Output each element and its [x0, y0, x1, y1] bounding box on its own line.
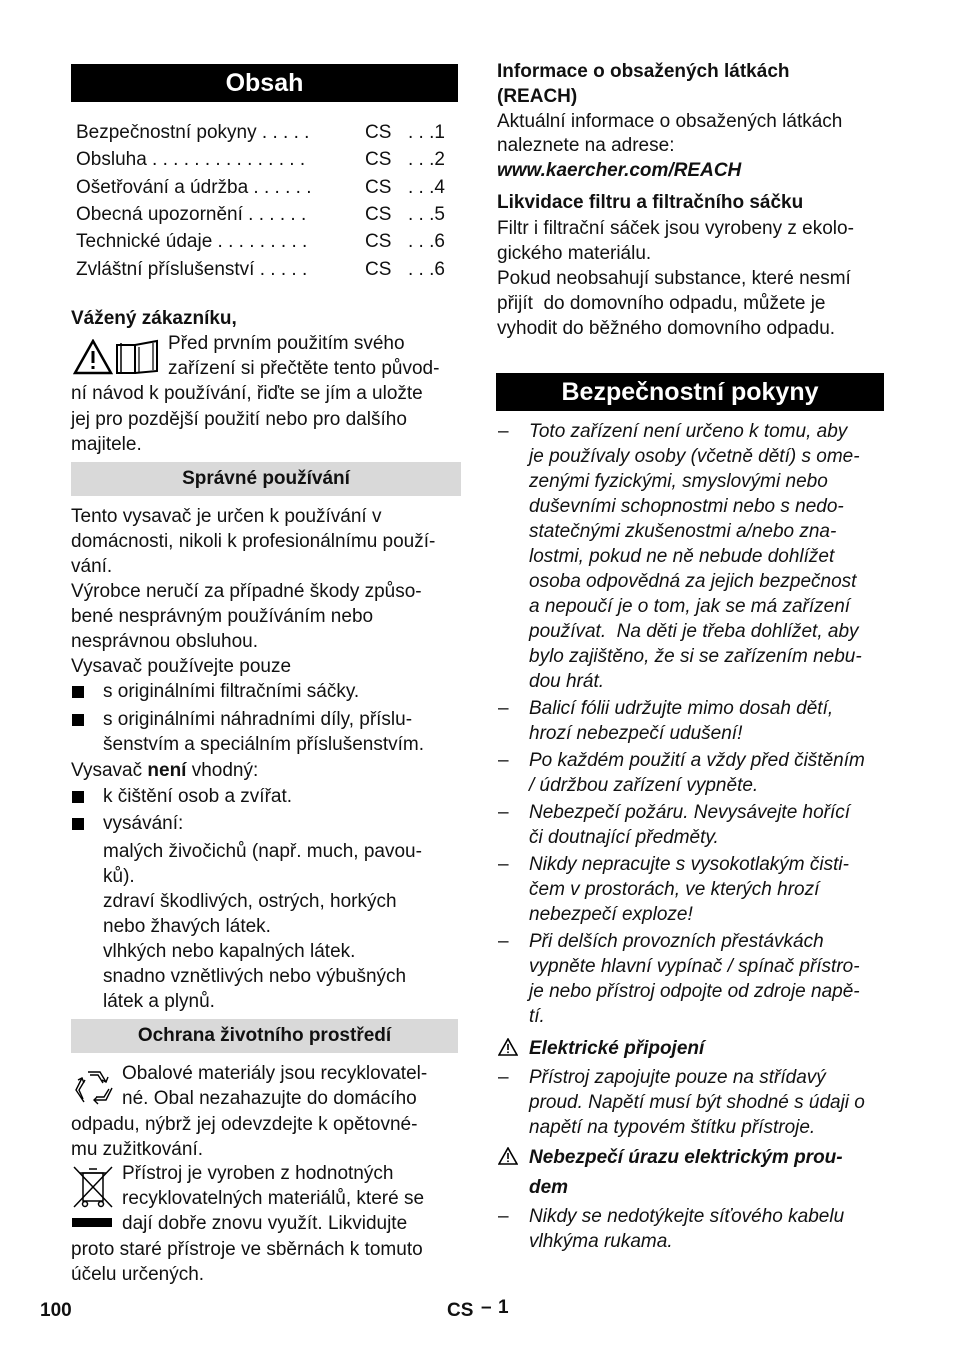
- toc-entry-lang: CS: [365, 122, 392, 143]
- intro-line: Před prvním použitím svého: [168, 333, 405, 354]
- disposal-line: účelu určených.: [71, 1263, 205, 1285]
- bullet-icon: [72, 818, 84, 830]
- reach-text-line: naleznete na adrese:: [497, 135, 675, 156]
- toc-entry-lang: CS: [365, 176, 392, 198]
- toc-entry-lang: CS: [365, 149, 392, 171]
- text-line: bené nesprávným používáním nebo: [71, 606, 374, 627]
- safety-text: bylo zajištěno, že si se zařízením nebu-: [529, 646, 862, 667]
- safety-text: lostmi, pokud ne ně nebude dohlížet: [529, 546, 835, 567]
- footer-separator: –: [481, 1297, 492, 1318]
- safety-text: či doutnající předměty.: [529, 827, 719, 848]
- toc-heading: Obsah: [71, 64, 458, 102]
- filter-line: Filtr i filtrační sáček jsou vyrobeny z ekolo-: [497, 218, 854, 239]
- greeting: Vážený zákazníku,: [71, 308, 237, 329]
- toc-entry[interactable]: [76, 257, 456, 284]
- intro-line: zařízení si přečtěte tento původ-: [168, 358, 440, 380]
- safety-text: vlhkýma rukama.: [529, 1231, 673, 1252]
- toc-entry-page: . . .5: [408, 203, 445, 225]
- sub-line: zdraví škodlivých, ostrých, horkých: [103, 891, 397, 912]
- safety-text: je používaly osoby (včetně dětí) s ome-: [529, 446, 860, 467]
- text-line: Výrobce neručí za případné škody způso-: [71, 581, 422, 602]
- safety-text: Nebezpečí požáru. Nevysávejte hořící: [529, 802, 851, 823]
- safety-text: používat. Na děti je třeba dohlížet, aby: [529, 621, 859, 642]
- safety-text: Toto zařízení není určeno k tomu, aby: [529, 421, 848, 442]
- read-manual-icons: [73, 339, 161, 375]
- environment-heading: Ochrana životního prostředí: [71, 1019, 458, 1053]
- safety-text: hrozí nebezpečí udušení!: [529, 723, 743, 744]
- reach-title-line: Informace o obsažených látkách: [497, 61, 790, 82]
- safety-text: / údržbou zařízení vypněte.: [529, 775, 759, 796]
- safety-text: nebezpečí exploze!: [529, 904, 693, 925]
- shock-title-line: dem: [529, 1177, 569, 1198]
- reach-text-line: Aktuální informace o obsažených látkách: [497, 111, 843, 132]
- recycle-line: mu zužitkování.: [71, 1138, 203, 1160]
- filter-disposal-title: Likvidace filtru a filtračního sáčku: [497, 192, 804, 213]
- safety-text: zenými fyzickými, smyslovými nebo: [529, 471, 828, 492]
- filter-line: Pokud neobsahují substance, které nesmí: [497, 268, 851, 289]
- safety-text: Nikdy se nedotýkejte síťového kabelu: [529, 1206, 845, 1227]
- safety-text: osoba odpovědná za jejich bezpečnost: [529, 571, 857, 592]
- toc-entry-title: Obecná upozornění . . . . . .: [76, 203, 307, 225]
- bullet-text: s originálními filtračními sáčky.: [103, 681, 360, 702]
- safety-text: čem v prostorách, ve kterých hrozí: [529, 879, 820, 900]
- safety-text: vypněte hlavní vypínač / spínač přístro-: [529, 956, 860, 977]
- safety-text: statečnými zkušenostmi a/nebo zna-: [529, 521, 837, 542]
- toc-entry-page: . . .6: [408, 231, 445, 253]
- toc-entry-page: . . .4: [408, 176, 445, 198]
- safety-heading: Bezpečnostní pokyny: [496, 373, 884, 411]
- text-line: nesprávnou obsluhou.: [71, 631, 258, 652]
- reach-url-link[interactable]: www.kaercher.com/REACH: [497, 160, 742, 181]
- warning-icon: [498, 1038, 518, 1056]
- toc-entry-page: . . .6: [408, 258, 445, 280]
- intro-line: ní návod k používání, řiďte se jím a uložte: [71, 383, 423, 405]
- intro-line: majitele.: [71, 433, 142, 455]
- sub-line: vlhkých nebo kapalných látek.: [103, 941, 356, 962]
- safety-text: proud. Napětí musí být shodné s údaji o: [529, 1092, 865, 1113]
- footer-lang: CS: [447, 1300, 474, 1321]
- dash-bullet: –: [498, 750, 509, 771]
- warning-icon: [498, 1147, 518, 1165]
- disposal-line: recyklovatelných materiálů, které se: [122, 1188, 425, 1210]
- filter-line: vyhodit do běžného domovního odpadu.: [497, 318, 836, 339]
- safety-text: a nepoučí je o tom, jak se má zařízení: [529, 596, 851, 617]
- recycle-line: odpadu, nýbrž jej odevzdejte k opětovné-: [71, 1113, 418, 1135]
- toc-entry[interactable]: [76, 120, 456, 147]
- safety-text: Balicí fólii udržujte mimo dosah dětí,: [529, 698, 834, 719]
- sub-line: ků).: [103, 866, 135, 887]
- toc-entry-lang: CS: [365, 203, 392, 225]
- safety-text: je nebo přístroj odpojte od zdroje napě-: [529, 981, 860, 1002]
- toc-entry[interactable]: [76, 202, 456, 229]
- bullet-text: vysávání:: [103, 813, 184, 834]
- toc-entry[interactable]: [76, 175, 456, 202]
- footer-section-page: 1: [498, 1297, 509, 1318]
- dash-bullet: –: [498, 1206, 509, 1227]
- not-suitable-line: Vysavač není vhodný:: [71, 760, 259, 781]
- recycle-icon: [72, 1066, 116, 1110]
- toc-entry-title: Zvláštní příslušenství . . . . .: [76, 258, 308, 280]
- text-line: domácnosti, nikoli k profesionálnímu použí-: [71, 531, 436, 552]
- filter-line: gického materiálu.: [497, 243, 652, 264]
- toc-entry[interactable]: [76, 229, 456, 256]
- safety-text: dou hrát.: [529, 671, 604, 692]
- toc-entry-title: Ošetřování a údržba . . . . . .: [76, 176, 312, 198]
- disposal-line: dají dobře znovu využít. Likvidujte: [122, 1213, 408, 1235]
- text-line: vání.: [71, 556, 113, 577]
- toc-entry-title: Technické údaje . . . . . . . . .: [76, 231, 308, 253]
- intro-line: jej pro pozdější použití nebo pro dalšího: [71, 408, 407, 430]
- recycle-line: né. Obal nezahazujte do domácího: [122, 1088, 417, 1110]
- text-line: Vysavač používejte pouze: [71, 656, 292, 677]
- safety-text: Při delších provozních přestávkách: [529, 931, 824, 952]
- toc-entry[interactable]: [76, 147, 456, 174]
- dash-bullet: –: [498, 698, 509, 719]
- electric-connection-title: Elektrické připojení: [529, 1038, 705, 1059]
- toc-entry-lang: CS: [365, 231, 392, 253]
- weee-bin-icon: [71, 1165, 115, 1229]
- safety-text: Po každém použití a vždy před čištěním: [529, 750, 865, 771]
- safety-text: Přístroj zapojujte pouze na střídavý: [529, 1067, 826, 1088]
- bullet-text: šenstvím a speciálním příslušenstvím.: [103, 734, 424, 755]
- safety-text: Nikdy nepracujte s vysokotlakým čisti-: [529, 854, 849, 875]
- toc-entry-lang: CS: [365, 258, 392, 280]
- dash-bullet: –: [498, 421, 509, 442]
- safety-text: tí.: [529, 1006, 545, 1027]
- dash-bullet: –: [498, 802, 509, 823]
- bullet-icon: [72, 686, 84, 698]
- recycle-line: Obalové materiály jsou recyklovatel-: [122, 1063, 428, 1084]
- safety-text: duševními schopnostmi nebo s nedo-: [529, 496, 844, 517]
- toc-entry-title: Bezpečnostní pokyny . . . . .: [76, 122, 310, 143]
- dash-bullet: –: [498, 1067, 509, 1088]
- text-line: Tento vysavač je určen k používání v: [71, 506, 382, 527]
- dash-bullet: –: [498, 854, 509, 875]
- sub-line: snadno vznětlivých nebo výbušných: [103, 966, 407, 987]
- sub-line: malých živočichů (např. much, pavou-: [103, 841, 422, 862]
- bullet-text: s originálními náhradními díly, příslu-: [103, 709, 413, 730]
- toc-entry-page: . . .2: [408, 149, 445, 171]
- disposal-line: Přístroj je vyroben z hodnotných: [122, 1163, 394, 1184]
- sub-line: látek a plynů.: [103, 991, 215, 1012]
- dash-bullet: –: [498, 931, 509, 952]
- bullet-icon: [72, 791, 84, 803]
- shock-title-line: Nebezpečí úrazu elektrickým prou-: [529, 1147, 843, 1168]
- filter-line: přijít do domovního odpadu, můžete je: [497, 293, 826, 314]
- reach-title-line: (REACH): [497, 86, 578, 107]
- sub-line: nebo žhavých látek.: [103, 916, 271, 937]
- proper-use-heading: Správné používání: [71, 462, 461, 496]
- toc-entry-page: . . .1: [408, 122, 445, 143]
- warning-book-icon: [73, 339, 161, 375]
- toc-entry-title: Obsluha . . . . . . . . . . . . . . .: [76, 149, 306, 171]
- safety-text: napětí na typovém štítku přístroje.: [529, 1117, 816, 1138]
- disposal-line: proto staré přístroje ve sběrnách k tomuto: [71, 1238, 423, 1260]
- bullet-icon: [72, 714, 84, 726]
- page-number: 100: [40, 1300, 72, 1321]
- bullet-text: k čištění osob a zvířat.: [103, 786, 293, 807]
